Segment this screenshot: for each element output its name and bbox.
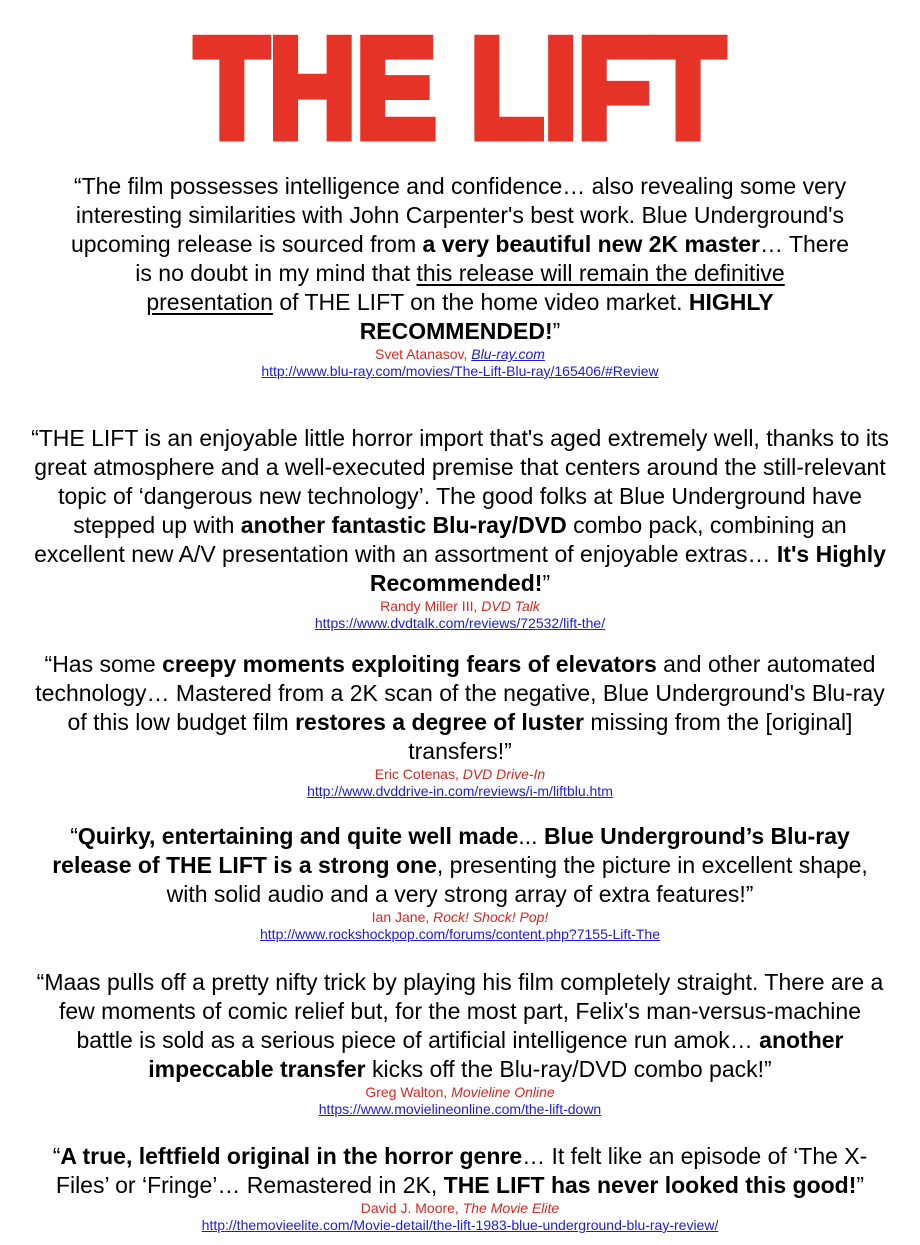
review-url-link[interactable]: http://www.blu-ray.com/movies/The-Lift-Blu-ray/165406/#Review bbox=[261, 363, 659, 379]
quote-text: and other automated bbox=[656, 651, 876, 677]
review-block bbox=[0, 1142, 920, 1235]
quote-line bbox=[0, 822, 920, 851]
review-quote bbox=[0, 968, 920, 1084]
quote-line bbox=[0, 1055, 920, 1084]
quote-text: is no doubt in my mind that bbox=[135, 260, 417, 286]
title-wordmark bbox=[0, 0, 920, 150]
quote-text: ” bbox=[542, 570, 551, 596]
review-link-row bbox=[0, 926, 920, 944]
review-quote bbox=[0, 650, 920, 766]
quote-line bbox=[0, 172, 920, 201]
quote-text: technology… Mastered from a 2K scan of the negative, Blue Underground's Blu-ray bbox=[35, 680, 885, 706]
publication-name: Movieline Online bbox=[451, 1084, 555, 1100]
publication-name[interactable]: Blu-ray.com bbox=[471, 346, 545, 362]
quote-text: of this low budget film bbox=[67, 709, 296, 735]
quote-line bbox=[0, 482, 920, 511]
review-quote bbox=[0, 1142, 920, 1200]
quote-line bbox=[0, 288, 920, 317]
quote-text: “THE LIFT is an enjoyable little horror import that's aged extremely well, thanks to its bbox=[31, 425, 889, 451]
quote-line bbox=[0, 1142, 920, 1171]
review-block bbox=[0, 424, 920, 633]
publication-name: DVD Drive-In bbox=[462, 766, 546, 782]
quote-text: “The film possesses intelligence and confidence… also revealing some very bbox=[73, 173, 847, 199]
quote-text: excellent new A/V presentation with an assortment of enjoyable extras… bbox=[34, 541, 777, 567]
quote-text: great atmosphere and a well-executed premise that centers around the still-relevant bbox=[34, 454, 886, 480]
quote-line bbox=[0, 511, 920, 540]
reviewer-name: David J. Moore, bbox=[360, 1200, 463, 1216]
title-text: THE LIFT bbox=[195, 9, 725, 150]
quote-text: “ bbox=[70, 823, 78, 849]
review-block bbox=[0, 172, 920, 381]
quote-emphasis: Quirky, entertaining and quite well made bbox=[77, 823, 519, 849]
publication-name: Rock! Shock! Pop! bbox=[433, 909, 549, 925]
review-block bbox=[0, 968, 920, 1119]
review-link-row bbox=[0, 363, 920, 381]
quote-line bbox=[0, 737, 920, 766]
quote-text: transfers!” bbox=[408, 738, 512, 764]
quote-text: upcoming release is sourced from bbox=[70, 231, 423, 257]
review-link-row bbox=[0, 615, 920, 633]
quote-text: missing from the [original] bbox=[584, 709, 853, 735]
review-attribution bbox=[0, 1200, 920, 1217]
quote-line bbox=[0, 1171, 920, 1200]
quote-text: of THE LIFT on the home video market. bbox=[272, 289, 689, 315]
reviewer-name: Ian Jane, bbox=[371, 909, 434, 925]
quote-line bbox=[0, 230, 920, 259]
review-attribution bbox=[0, 909, 920, 926]
quote-emphasis: Blue Underground’s Blu-ray bbox=[543, 823, 850, 849]
quote-line bbox=[0, 679, 920, 708]
reviewer-name: Greg Walton, bbox=[365, 1084, 452, 1100]
review-block bbox=[0, 822, 920, 944]
review-attribution bbox=[0, 346, 920, 363]
quote-line bbox=[0, 708, 920, 737]
quote-text: ” bbox=[552, 318, 561, 344]
review-link-row bbox=[0, 1217, 920, 1235]
reviewer-name: Svet Atanasov, bbox=[375, 346, 472, 362]
quote-text: ” bbox=[856, 1172, 865, 1198]
quote-line bbox=[0, 650, 920, 679]
quote-text: … It felt like an episode of ‘The X- bbox=[522, 1143, 868, 1169]
review-attribution bbox=[0, 598, 920, 615]
quote-text: “Has some bbox=[44, 651, 163, 677]
quote-emphasis: another fantastic Blu-ray/DVD bbox=[240, 512, 567, 538]
quote-line bbox=[0, 569, 920, 598]
reviewer-name: Eric Cotenas, bbox=[374, 766, 463, 782]
review-url-link[interactable]: https://www.movielineonline.com/the-lift-down bbox=[318, 1101, 602, 1117]
quote-text: combo pack, combining an bbox=[566, 512, 847, 538]
quote-line bbox=[0, 424, 920, 453]
review-url-link[interactable]: http://www.dvddrive-in.com/reviews/i-m/liftblu.htm bbox=[307, 783, 613, 799]
quote-emphasis: restores a degree of luster bbox=[295, 709, 585, 735]
review-url-link[interactable]: http://www.rockshockpop.com/forums/content.php?7155-Lift-The bbox=[260, 926, 660, 942]
quote-emphasis: RECOMMENDED! bbox=[359, 318, 553, 344]
quote-text: kicks off the Blu-ray/DVD combo pack!” bbox=[365, 1056, 772, 1082]
publication-name: The Movie Elite bbox=[462, 1200, 560, 1216]
quote-underline: presentation bbox=[146, 289, 273, 315]
quote-emphasis: creepy moments exploiting fears of elevators bbox=[162, 651, 657, 677]
quote-line bbox=[0, 453, 920, 482]
review-url-link[interactable]: http://themovieelite.com/Movie-detail/the-lift-1983-blue-underground-blu-ray-review/ bbox=[201, 1217, 719, 1233]
review-url-link[interactable]: https://www.dvdtalk.com/reviews/72532/lift-the/ bbox=[314, 615, 606, 631]
quote-line bbox=[0, 880, 920, 909]
review-quote bbox=[0, 822, 920, 909]
quote-text: , presenting the picture in excellent shape, bbox=[436, 852, 868, 878]
quote-text: battle is sold as a serious piece of artificial intelligence run amok… bbox=[76, 1027, 760, 1053]
review-quote bbox=[0, 172, 920, 346]
quote-underline: this release will remain the definitive bbox=[416, 260, 785, 286]
review-link-row bbox=[0, 1101, 920, 1119]
page-title bbox=[0, 0, 920, 150]
quote-emphasis: a very beautiful new 2K master bbox=[422, 231, 760, 257]
publication-name: DVD Talk bbox=[481, 598, 540, 614]
quote-text: with solid audio and a very strong array of extra features!” bbox=[166, 881, 754, 907]
review-attribution bbox=[0, 1084, 920, 1101]
quote-line bbox=[0, 851, 920, 880]
quote-line bbox=[0, 259, 920, 288]
review-link-row bbox=[0, 783, 920, 801]
quote-emphasis: A true, leftfield original in the horror genre bbox=[60, 1143, 523, 1169]
quote-emphasis: It's Highly bbox=[776, 541, 886, 567]
quote-line bbox=[0, 317, 920, 346]
quote-emphasis: Recommended! bbox=[369, 570, 543, 596]
review-quote bbox=[0, 424, 920, 598]
quote-line bbox=[0, 968, 920, 997]
quote-line bbox=[0, 201, 920, 230]
review-attribution bbox=[0, 766, 920, 783]
quote-text: ... bbox=[518, 823, 544, 849]
review-block bbox=[0, 650, 920, 801]
quote-line bbox=[0, 540, 920, 569]
quote-text: “Maas pulls off a pretty nifty trick by playing his film completely straight. There are a bbox=[36, 969, 884, 995]
quote-emphasis: another bbox=[759, 1027, 844, 1053]
quote-text: Files’ or ‘Fringe’… Remastered in 2K, bbox=[55, 1172, 444, 1198]
quote-emphasis: THE LIFT has never looked this good! bbox=[443, 1172, 857, 1198]
quote-emphasis: release of THE LIFT is a strong one bbox=[52, 852, 437, 878]
quote-line bbox=[0, 997, 920, 1026]
quote-text: few moments of comic relief but, for the most part, Felix's man-versus-machine bbox=[59, 998, 861, 1024]
quote-text: interesting similarities with John Carpenter's best work. Blue Underground's bbox=[75, 202, 845, 228]
quote-text: topic of ‘dangerous new technology’. The good folks at Blue Underground have bbox=[58, 483, 862, 509]
quote-text: “ bbox=[52, 1143, 61, 1169]
quote-text: stepped up with bbox=[73, 512, 241, 538]
quote-emphasis: HIGHLY bbox=[688, 289, 774, 315]
reviewer-name: Randy Miller III, bbox=[380, 598, 482, 614]
quote-line bbox=[0, 1026, 920, 1055]
quote-text: … There bbox=[759, 231, 850, 257]
quote-emphasis: impeccable transfer bbox=[148, 1056, 366, 1082]
